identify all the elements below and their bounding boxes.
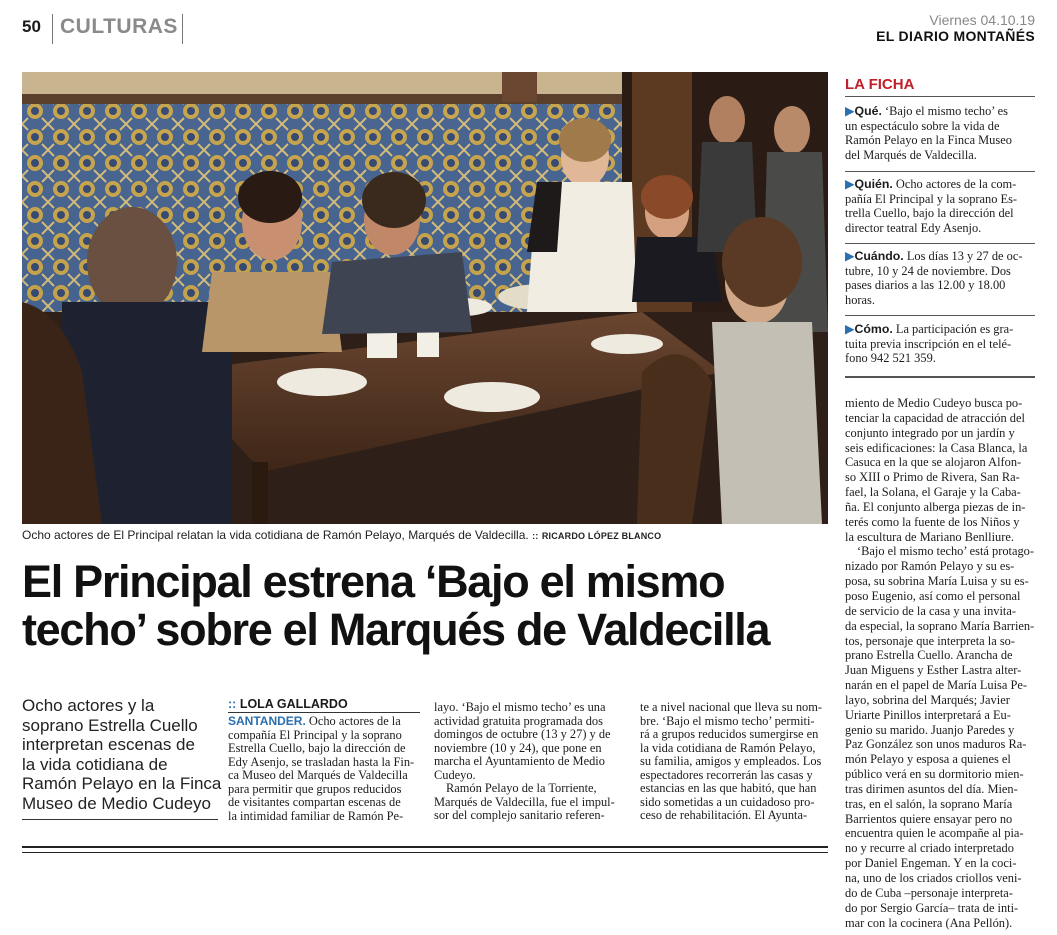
body-column-2 (434, 701, 615, 823)
body-line: domingos de octubre (13 y 27) y de (434, 727, 611, 741)
body-line: encuentra quien le acompañe al pia- (845, 826, 1024, 841)
body-column-3 (640, 701, 822, 823)
body-line: miento de Medio Cudeyo busca po- (845, 396, 1023, 410)
body-line: do de Cuba –personaje interpreta- (845, 885, 1013, 900)
body-line: conjunto integrado por un jardín y (845, 425, 1015, 440)
arrow-icon: ▶ (845, 177, 855, 191)
body-line: layo, sobrina del Marqués; Javier (845, 692, 1010, 707)
subheadline (22, 696, 222, 813)
body-line: marcha el Ayuntamiento de Medio (434, 754, 605, 768)
ficha-divider (845, 315, 1035, 316)
body-line: so XIII o Primo de Rivera, San Ra- (845, 470, 1020, 485)
article-photo (22, 72, 828, 524)
issue-date: Viernes 04.10.19 (929, 12, 1035, 28)
ficha-line: tubre, 10 y 24 de noviembre. Dos (845, 263, 1011, 278)
headline (22, 558, 828, 654)
body-line: prano Estrella Cuello. Arancha de (845, 648, 1013, 663)
body-line-text: Ocho actores de la (305, 714, 401, 728)
page-number: 50 (22, 17, 41, 36)
body-line: sido sometidas a un cuidadoso pro- (640, 794, 815, 809)
ficha-line: pases diarios a las 12.00 y 18.00 (845, 278, 1006, 292)
body-line: Juan Miguens y Esther Lastra alter- (845, 663, 1022, 678)
body-line: Edy Asenjo, se trasladan hasta la Fin- (228, 754, 415, 769)
ficha-label: Cómo. (854, 322, 893, 336)
dateline-city: SANTANDER. (228, 714, 306, 728)
photo-caption (22, 528, 661, 542)
body-line: Cudeyo. (434, 767, 476, 782)
article-bottom-rule (22, 846, 828, 848)
author-name: LOLA GALLARDO (239, 697, 348, 711)
ficha-title: LA FICHA (845, 76, 915, 93)
caption-text: Ocho actores de El Principal relatan la vida cotidiana de Ramón Pelayo, Marqués de Valdecilla. (22, 528, 529, 542)
ficha-line: horas. (845, 292, 875, 307)
subhead-divider (22, 819, 218, 820)
ficha-line: pañía El Principal y la soprano Es- (845, 191, 1018, 206)
body-line: tenciar la capacidad de atracción del (845, 410, 1025, 425)
ficha-text: La participación es gra- (892, 322, 1014, 336)
body-line: nizado por Ramón Pelayo y su es- (845, 559, 1015, 574)
body-line: seis edificaciones: la Casa Blanca, la (845, 440, 1028, 455)
body-line: la vida cotidiana de Ramón Pelayo, (640, 740, 816, 755)
body-line: bre. ‘Bajo el mismo techo’ permiti- (640, 713, 815, 728)
header-divider (182, 14, 183, 44)
ficha-line (845, 104, 1037, 119)
newspaper-name: EL DIARIO MONTAÑÉS (876, 28, 1035, 44)
body-line: actividad gratuita programada dos (434, 713, 603, 728)
ficha-line: un espectáculo sobre la vida de (845, 118, 1000, 133)
body-line: la escultura de Mariano Benlliure. (845, 529, 1014, 544)
ficha-line: Ramón Pelayo en la Finca Museo (845, 133, 1012, 147)
body-line: mar con la cocinera (Ana Pellón). (845, 915, 1013, 930)
ficha-text: Ocho actores de la com- (892, 177, 1017, 191)
body-line: compañía El Principal y la soprano (228, 727, 402, 742)
body-line: genio su marido. Juanjo Paredes y (845, 722, 1015, 737)
body-line: layo. ‘Bajo el mismo techo’ es una (434, 700, 606, 714)
subhead-line: Ocho actores y la (22, 696, 155, 715)
ficha-line: director teatral Edy Asenjo. (845, 220, 982, 235)
body-line: por Daniel Engeman. Y en la coci- (845, 856, 1017, 871)
ficha-cuando (845, 249, 1037, 307)
credit-separator: :: (532, 531, 539, 541)
body-line: tos, personaje que interpreta la so- (845, 633, 1015, 648)
header-divider (52, 14, 53, 44)
body-line: do por Sergio García– trata de inti- (845, 900, 1019, 915)
body-line: espectadores recorrerán las casas y (640, 767, 813, 782)
ficha-que (845, 104, 1037, 162)
body-line: Barrientos quiere ensayar pero no (845, 811, 1013, 826)
ficha-line: trella Cuello, bajo la dirección del (845, 206, 1014, 220)
ficha-label: Qué. (854, 104, 882, 118)
body-line: Paz González son unos maduros Ra- (845, 737, 1027, 752)
subhead-line: soprano Estrella Cuello (22, 715, 198, 735)
ficha-text: ‘Bajo el mismo techo’ es (881, 104, 1008, 118)
body-column-1 (228, 715, 414, 823)
ficha-line: tuita previa inscripción en el telé- (845, 336, 1012, 351)
body-line: estancias en las que habitó, que han (640, 781, 817, 795)
arrow-icon: ▶ (845, 322, 855, 336)
body-line: tras, en el salón, la soprano María (845, 796, 1013, 811)
body-line: fael, la Solana, el Garaje y la Caba- (845, 485, 1021, 500)
body-line (228, 715, 414, 729)
headline-line: El Principal estrena ‘Bajo el mismo (22, 556, 725, 607)
byline-divider (228, 712, 420, 713)
ficha-divider (845, 171, 1035, 172)
body-line: ca Museo del Marqués de Valdecilla (228, 768, 408, 782)
body-line: Estrella Cuello, bajo la dirección de (228, 741, 406, 755)
ficha-line: fono 942 521 359. (845, 351, 936, 365)
ficha-quien (845, 177, 1037, 235)
ficha-label: Quién. (854, 177, 893, 191)
body-line: para permitir que grupos reducidos (228, 781, 402, 796)
body-line: te a nivel nacional que lleva su nom- (640, 700, 823, 714)
ficha-text: Los días 13 y 27 de oc- (903, 249, 1023, 263)
article-bottom-rule (22, 852, 828, 853)
section-title: CULTURAS (60, 15, 178, 38)
photo-credit: RICARDO LÓPEZ BLANCO (541, 531, 662, 541)
body-line: no y recurre al criado interpretado (845, 841, 1014, 856)
arrow-icon: ▶ (845, 249, 855, 263)
ficha-label: Cuándo. (854, 249, 904, 263)
body-line: poso Eugenio, así como el personal (845, 588, 1021, 603)
body-line: Marqués de Valdecilla, fue el impul- (434, 794, 615, 809)
body-line: da especial, la soprano María Barrien- (845, 618, 1035, 633)
ficha-bottom-rule (845, 376, 1035, 378)
subhead-line: la vida cotidiana de (22, 754, 168, 774)
body-line: de visitantes compartan escenas de (228, 795, 401, 809)
body-line: món Pelayo y esposa a quienes el (845, 752, 1011, 767)
subhead-line: Ramón Pelayo en la Finca (22, 774, 222, 793)
body-line: su familia, amigos y empleados. Los (640, 754, 822, 768)
ficha-divider (845, 96, 1035, 97)
body-line: público verá en su dormitorio mien- (845, 767, 1024, 782)
body-line: na, uno de los criados criollos veni- (845, 871, 1022, 885)
ficha-line (845, 322, 1037, 337)
body-line: narán en el papel de María Luisa Pe- (845, 678, 1027, 693)
body-line: Ramón Pelayo de la Torriente, (446, 781, 597, 795)
ficha-line (845, 177, 1037, 192)
ficha-divider (845, 243, 1035, 244)
body-line: terés como la fuente de los Niños y (845, 514, 1020, 529)
ficha-line (845, 249, 1037, 264)
byline-marker: :: (228, 697, 237, 711)
dinner-scene-illustration (22, 72, 828, 524)
ficha-line: del Marqués de Valdecilla. (845, 147, 977, 162)
body-line: Casuca en la que se alojaron Alfon- (845, 455, 1022, 470)
ficha-como (845, 322, 1037, 366)
body-line: tras dirimen asuntos del día. Mien- (845, 781, 1018, 796)
headline-line: techo’ sobre el Marqués de Valdecilla (22, 604, 770, 655)
body-line: Uriarte Pinillos interpretará a Eu- (845, 707, 1011, 722)
body-line: rá a grupos reducidos sumergirse en (640, 727, 819, 741)
arrow-icon: ▶ (845, 104, 855, 118)
body-line: la intimidad familiar de Ramón Pe- (228, 808, 404, 823)
body-line: ‘Bajo el mismo techo’ está protago- (857, 544, 1034, 559)
body-column-4 (845, 396, 1034, 930)
body-line: ña. El conjunto alberga piezas de in- (845, 499, 1026, 514)
body-line: de servicio de la casa y una invita- (845, 603, 1016, 618)
body-line: noviembre (10 y 24), que pone en (434, 740, 602, 755)
body-line: sor del complejo sanitario referen- (434, 808, 605, 822)
byline (228, 697, 420, 711)
subhead-line: Museo de Medio Cudeyo (22, 793, 212, 813)
subhead-line: interpretan escenas de (22, 735, 195, 754)
body-line: ceso de rehabilitación. El Ayunta- (640, 808, 808, 822)
body-line: posa, su sobrina María Luisa y su es- (845, 574, 1029, 589)
